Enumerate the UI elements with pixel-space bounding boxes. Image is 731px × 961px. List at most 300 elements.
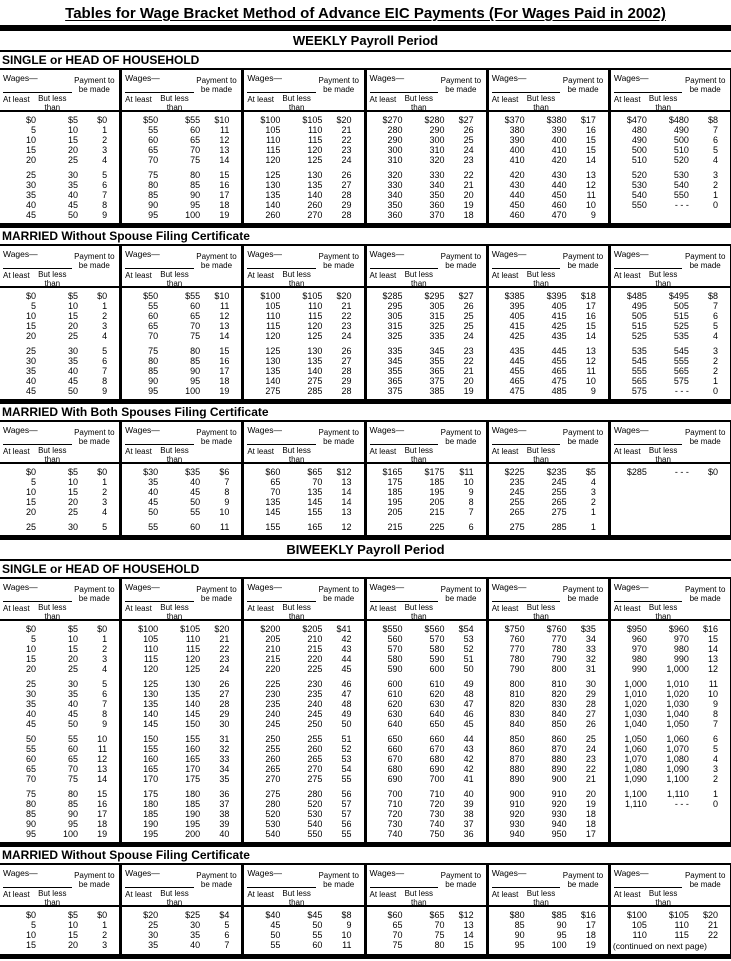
payment-value: 25	[585, 734, 596, 744]
payment-value: $8	[708, 291, 719, 301]
bracket-row	[367, 356, 486, 366]
payment-value: 42	[463, 764, 474, 774]
payment-value: 7	[713, 125, 719, 135]
bracket-row	[489, 301, 608, 311]
but-less-than-value: 100	[185, 210, 201, 220]
but-less-than-value: 15	[67, 930, 78, 940]
payment-value: 12	[341, 522, 352, 532]
bracket-row	[244, 644, 363, 654]
bracket-row	[367, 522, 486, 532]
but-less-than-value: 505	[673, 301, 689, 311]
but-less-than-value: 290	[429, 125, 445, 135]
at-least-value: 230	[265, 689, 281, 699]
payment-to-be-made-label: Payment to be made	[562, 871, 604, 890]
wage-column-group	[244, 579, 366, 842]
bracket-rows	[489, 621, 608, 842]
payment-value: 39	[463, 799, 474, 809]
bracket-row	[0, 809, 119, 819]
but-less-than-value: 125	[307, 155, 323, 165]
bracket-row	[489, 940, 608, 950]
at-least-label: At least	[491, 447, 519, 456]
at-least-value: 80	[148, 180, 159, 190]
but-less-than-value: 1,060	[666, 734, 689, 744]
wages-header	[125, 248, 194, 286]
bracket-row	[611, 930, 730, 940]
but-less-than-value: 20	[67, 940, 78, 950]
but-less-than-value: 260	[307, 744, 323, 754]
bracket-row	[489, 487, 608, 497]
but-less-than-value: 350	[429, 190, 445, 200]
bracket-row	[611, 719, 730, 729]
but-less-than-value: 80	[434, 940, 445, 950]
payment-value: $4	[219, 910, 230, 920]
bracket-row	[122, 125, 241, 135]
payment-value: 51	[341, 734, 352, 744]
but-less-than-value: 305	[429, 301, 445, 311]
but-less-than-label: But less than	[38, 446, 67, 464]
at-least-value: 850	[509, 734, 525, 744]
wage-sublabels	[492, 93, 561, 113]
bracket-row	[489, 356, 608, 366]
bracket-row	[244, 522, 363, 532]
bracket-row	[0, 356, 119, 366]
but-less-than-value: 90	[190, 366, 201, 376]
bracket-row	[611, 386, 730, 396]
payment-value: 19	[219, 210, 230, 220]
payment-to-be-made-label: Payment to be made	[196, 871, 237, 890]
bracket-row-group	[244, 467, 363, 517]
bracket-row-group	[122, 679, 241, 729]
at-least-value: 275	[265, 789, 281, 799]
bracket-rows	[122, 288, 241, 399]
bracket-row	[611, 155, 730, 165]
but-less-than-value: - - -	[674, 200, 689, 210]
bracket-row	[122, 644, 241, 654]
but-less-than-value: 145	[307, 497, 323, 507]
bracket-row	[367, 634, 486, 644]
at-least-value: 525	[631, 331, 647, 341]
bracket-row-group	[244, 789, 363, 839]
but-less-than-value: 55	[67, 734, 78, 744]
payment-value: 17	[585, 829, 596, 839]
at-least-value: 1,080	[624, 764, 647, 774]
payment-value: 2	[713, 366, 719, 376]
but-less-than-value: 535	[673, 331, 689, 341]
payment-value: 18	[585, 930, 596, 940]
payment-value: 13	[708, 654, 719, 664]
wage-bracket-table	[0, 246, 731, 404]
payment-value: 15	[463, 940, 474, 950]
column-header	[489, 70, 608, 112]
but-less-than-value: 120	[185, 654, 201, 664]
at-least-value: 30	[25, 180, 36, 190]
at-least-label: At least	[613, 890, 641, 899]
bracket-row	[489, 799, 608, 809]
payment-value: 21	[463, 180, 474, 190]
at-least-value: 1,110	[625, 799, 647, 809]
but-less-than-value: 700	[429, 774, 445, 784]
but-less-than-value: 390	[551, 125, 567, 135]
bracket-row-group	[611, 291, 730, 341]
at-least-value: 65	[392, 920, 403, 930]
but-less-than-value: 40	[67, 699, 78, 709]
bracket-row	[367, 497, 486, 507]
bracket-row	[244, 210, 363, 220]
at-least-value: 890	[509, 774, 525, 784]
payment-value: 4	[590, 477, 596, 487]
but-less-than-value: 120	[307, 321, 323, 331]
payment-value: 27	[585, 709, 596, 719]
at-least-value: 120	[265, 155, 281, 165]
at-least-value: $0	[25, 624, 36, 634]
at-least-value: 910	[509, 799, 525, 809]
continued-note: (continued on next page)	[612, 941, 707, 951]
at-least-value: 255	[509, 497, 525, 507]
wages-header	[492, 581, 561, 619]
at-least-value: 1,050	[624, 734, 647, 744]
bracket-rows	[244, 112, 363, 223]
but-less-than-value: 255	[551, 487, 567, 497]
payment-value: 24	[219, 664, 230, 674]
at-least-value: 265	[509, 507, 525, 517]
but-less-than-value: 300	[429, 135, 445, 145]
payment-value: $20	[336, 115, 352, 125]
but-less-than-value: 30	[67, 679, 78, 689]
wages-header	[492, 867, 561, 905]
at-least-value: 720	[387, 809, 403, 819]
payment-to-be-made-label: Payment to be made	[562, 252, 604, 271]
payment-value: 9	[102, 386, 108, 396]
but-less-than-label: But less than	[526, 889, 556, 907]
at-least-value: 205	[265, 634, 281, 644]
bracket-rows	[244, 464, 363, 535]
at-least-value: 40	[25, 709, 36, 719]
bracket-row	[122, 734, 241, 744]
wages-header	[614, 424, 683, 462]
bracket-row	[489, 689, 608, 699]
bracket-row	[489, 789, 608, 799]
but-less-than-label: But less than	[38, 94, 67, 112]
payment-to-be-made-label: Payment to be made	[440, 585, 482, 604]
payment-value: 22	[219, 644, 230, 654]
column-header	[367, 246, 486, 288]
payment-value: 34	[585, 634, 596, 644]
but-less-than-label: But less than	[404, 270, 434, 288]
bracket-row	[244, 507, 363, 517]
payment-to-be-made-label: Payment to be made	[196, 76, 237, 95]
bracket-row	[367, 346, 486, 356]
but-less-than-value: 400	[551, 135, 567, 145]
payment-value: 46	[463, 709, 474, 719]
bracket-row-group	[489, 170, 608, 220]
payment-value: 56	[341, 789, 352, 799]
payment-value: 14	[219, 331, 230, 341]
but-less-than-value: 95	[190, 200, 201, 210]
but-less-than-value: 750	[429, 829, 445, 839]
but-less-than-value: $5	[67, 291, 78, 301]
at-least-value: 1,040	[624, 719, 647, 729]
at-least-value: 540	[265, 829, 281, 839]
but-less-than-value: $55	[185, 115, 201, 125]
payment-to-be-made-label: Payment to be made	[440, 871, 482, 890]
at-least-value: 920	[509, 809, 525, 819]
but-less-than-value: 640	[429, 709, 445, 719]
but-less-than-label: But less than	[160, 603, 189, 621]
but-less-than-value: 25	[67, 664, 78, 674]
at-least-value: 90	[148, 376, 159, 386]
bracket-row	[611, 789, 730, 799]
at-least-value: 15	[25, 654, 36, 664]
but-less-than-label: But less than	[526, 94, 556, 112]
payment-value: 9	[713, 699, 719, 709]
at-least-value: 45	[25, 719, 36, 729]
at-least-value: 515	[631, 321, 647, 331]
but-less-than-value: 50	[190, 497, 201, 507]
bracket-row	[367, 301, 486, 311]
bracket-row	[244, 321, 363, 331]
at-least-value: 35	[25, 190, 36, 200]
bracket-row	[122, 135, 241, 145]
but-less-than-value: 195	[185, 819, 201, 829]
but-less-than-value: 610	[429, 679, 445, 689]
bracket-row	[244, 291, 363, 301]
bracket-row	[0, 125, 119, 135]
but-less-than-value: 375	[429, 376, 445, 386]
at-least-label: At least	[125, 271, 152, 280]
at-least-label: At least	[491, 95, 519, 104]
but-less-than-value: 265	[551, 497, 567, 507]
but-less-than-value: 90	[190, 190, 201, 200]
column-header	[367, 422, 486, 464]
payment-value: 11	[97, 744, 108, 754]
payment-value: 6	[713, 734, 719, 744]
but-less-than-value: 990	[673, 654, 689, 664]
at-least-label: At least	[247, 890, 275, 899]
at-least-value: 1,010	[624, 689, 647, 699]
but-less-than-value: 75	[190, 155, 201, 165]
payment-value: 17	[219, 366, 230, 376]
payment-value: $6	[219, 467, 230, 477]
but-less-than-value: 30	[190, 920, 201, 930]
wage-column-group	[122, 865, 244, 954]
payment-value: 43	[341, 644, 352, 654]
payment-value: 9	[102, 719, 108, 729]
bracket-row	[244, 311, 363, 321]
wages-header	[492, 424, 561, 462]
wage-column-group	[0, 422, 122, 535]
at-least-value: 1,060	[624, 744, 647, 754]
payment-value: 33	[585, 644, 596, 654]
bracket-row	[244, 764, 363, 774]
payment-value: $0	[708, 467, 719, 477]
bracket-row	[489, 829, 608, 839]
bracket-row	[0, 180, 119, 190]
wage-sublabels	[492, 445, 561, 465]
but-less-than-value: 355	[429, 356, 445, 366]
at-least-label: At least	[125, 447, 152, 456]
payment-value: 38	[219, 809, 230, 819]
but-less-than-label: But less than	[526, 446, 556, 464]
bracket-row	[0, 301, 119, 311]
at-least-value: 85	[25, 809, 36, 819]
bracket-row-group	[367, 910, 486, 950]
bracket-row	[611, 145, 730, 155]
bracket-row	[611, 331, 730, 341]
bracket-row	[489, 734, 608, 744]
at-least-value: 900	[509, 789, 525, 799]
wage-sublabels	[370, 269, 439, 289]
at-least-value: 20	[25, 507, 36, 517]
wage-column-group	[244, 422, 366, 535]
but-less-than-value: 30	[67, 170, 78, 180]
at-least-value: 15	[25, 940, 36, 950]
bracket-row	[0, 477, 119, 487]
payment-to-be-made-label: Payment to be made	[318, 76, 359, 95]
wages-label: Wages—	[125, 868, 194, 888]
but-less-than-value: 35	[190, 930, 201, 940]
bracket-row-group	[0, 346, 119, 396]
at-least-label: At least	[613, 271, 641, 280]
at-least-value: 160	[143, 754, 159, 764]
bracket-row	[611, 125, 730, 135]
but-less-than-value: 660	[429, 734, 445, 744]
at-least-value: 75	[148, 170, 159, 180]
bracket-rows	[0, 907, 119, 953]
bracket-row	[244, 634, 363, 644]
wage-column-group	[244, 865, 366, 954]
bracket-row	[244, 744, 363, 754]
payment-to-be-made-label: Payment to be made	[440, 252, 482, 271]
bracket-row	[367, 719, 486, 729]
at-least-value: 235	[509, 477, 525, 487]
at-least-value: 390	[509, 135, 525, 145]
payment-value: 12	[219, 311, 230, 321]
payment-value: 21	[341, 301, 352, 311]
but-less-than-value: 135	[307, 180, 323, 190]
at-least-value: 270	[265, 774, 281, 784]
at-least-value: $550	[382, 624, 403, 634]
but-less-than-value: $55	[185, 291, 201, 301]
at-least-value: 120	[265, 331, 281, 341]
at-least-value: 860	[509, 744, 525, 754]
bracket-row	[122, 376, 241, 386]
at-least-value: 960	[631, 634, 647, 644]
wage-column-group	[122, 70, 244, 223]
at-least-value: 1,000	[624, 679, 647, 689]
bracket-row	[611, 291, 730, 301]
at-least-label: At least	[3, 271, 30, 280]
bracket-row	[611, 689, 730, 699]
bracket-rows	[489, 464, 608, 535]
payment-value: 10	[219, 507, 230, 517]
wages-label: Wages—	[370, 73, 439, 93]
wage-bracket-table	[0, 422, 731, 540]
payment-value: $10	[214, 291, 230, 301]
at-least-value: $285	[626, 467, 647, 477]
payment-value: 40	[463, 789, 474, 799]
but-less-than-value: 95	[190, 376, 201, 386]
at-least-value: 425	[509, 331, 525, 341]
wage-column-group	[489, 70, 611, 223]
column-header	[122, 579, 241, 621]
wage-sublabels	[125, 93, 194, 113]
payment-value: 42	[341, 634, 352, 644]
bracket-rows	[367, 621, 486, 842]
wage-column-group	[611, 865, 730, 954]
bracket-row	[122, 709, 241, 719]
but-less-than-value: 130	[307, 346, 323, 356]
bracket-row	[367, 210, 486, 220]
payment-value: 9	[590, 210, 596, 220]
at-least-value: 115	[143, 654, 159, 664]
payment-value: 20	[585, 789, 596, 799]
section-title: SINGLE or HEAD OF HOUSEHOLD	[0, 561, 731, 579]
bracket-row-group	[0, 522, 119, 532]
wage-column-group	[122, 422, 244, 535]
at-least-value: 180	[143, 799, 159, 809]
bracket-row	[611, 346, 730, 356]
bracket-row	[244, 125, 363, 135]
at-least-value: 50	[270, 930, 281, 940]
payment-value: 5	[102, 170, 108, 180]
but-less-than-value: 15	[67, 135, 78, 145]
bracket-row	[489, 376, 608, 386]
wages-header	[247, 424, 316, 462]
at-least-value: $950	[626, 624, 647, 634]
bracket-row	[244, 301, 363, 311]
at-least-value: 970	[631, 644, 647, 654]
wage-sublabels	[614, 602, 683, 622]
at-least-value: $100	[138, 624, 159, 634]
but-less-than-value: $5	[67, 624, 78, 634]
at-least-value: 70	[392, 930, 403, 940]
but-less-than-value: 205	[429, 497, 445, 507]
at-least-value: 175	[387, 477, 403, 487]
bracket-row	[367, 744, 486, 754]
bracket-row	[122, 115, 241, 125]
bracket-row	[0, 190, 119, 200]
bracket-row	[122, 654, 241, 664]
but-less-than-value: 910	[551, 789, 567, 799]
payment-to-be-made-label: Payment to be made	[196, 585, 237, 604]
bracket-row	[489, 291, 608, 301]
payment-value: 29	[341, 376, 352, 386]
but-less-than-value: 525	[673, 321, 689, 331]
but-less-than-value: 520	[307, 799, 323, 809]
at-least-value: $470	[626, 115, 647, 125]
at-least-value: 120	[143, 664, 159, 674]
but-less-than-value: 600	[429, 664, 445, 674]
but-less-than-value: $85	[551, 910, 567, 920]
at-least-value: 545	[631, 356, 647, 366]
bracket-row	[122, 689, 241, 699]
at-least-value: 135	[265, 497, 281, 507]
but-less-than-value: 200	[185, 829, 201, 839]
wage-sublabels	[125, 269, 194, 289]
bracket-rows	[244, 288, 363, 399]
payment-value: 51	[463, 654, 474, 664]
but-less-than-value: 45	[67, 200, 78, 210]
section-title: MARRIED Without Spouse Filing Certificate	[0, 228, 731, 246]
but-less-than-value: 10	[67, 920, 78, 930]
payment-value: 5	[102, 522, 108, 532]
at-least-value: 125	[265, 346, 281, 356]
payment-value: 26	[219, 679, 230, 689]
but-less-than-value: 250	[307, 719, 323, 729]
bracket-row	[367, 910, 486, 920]
at-least-value: 110	[143, 644, 159, 654]
payment-value: 3	[102, 145, 108, 155]
